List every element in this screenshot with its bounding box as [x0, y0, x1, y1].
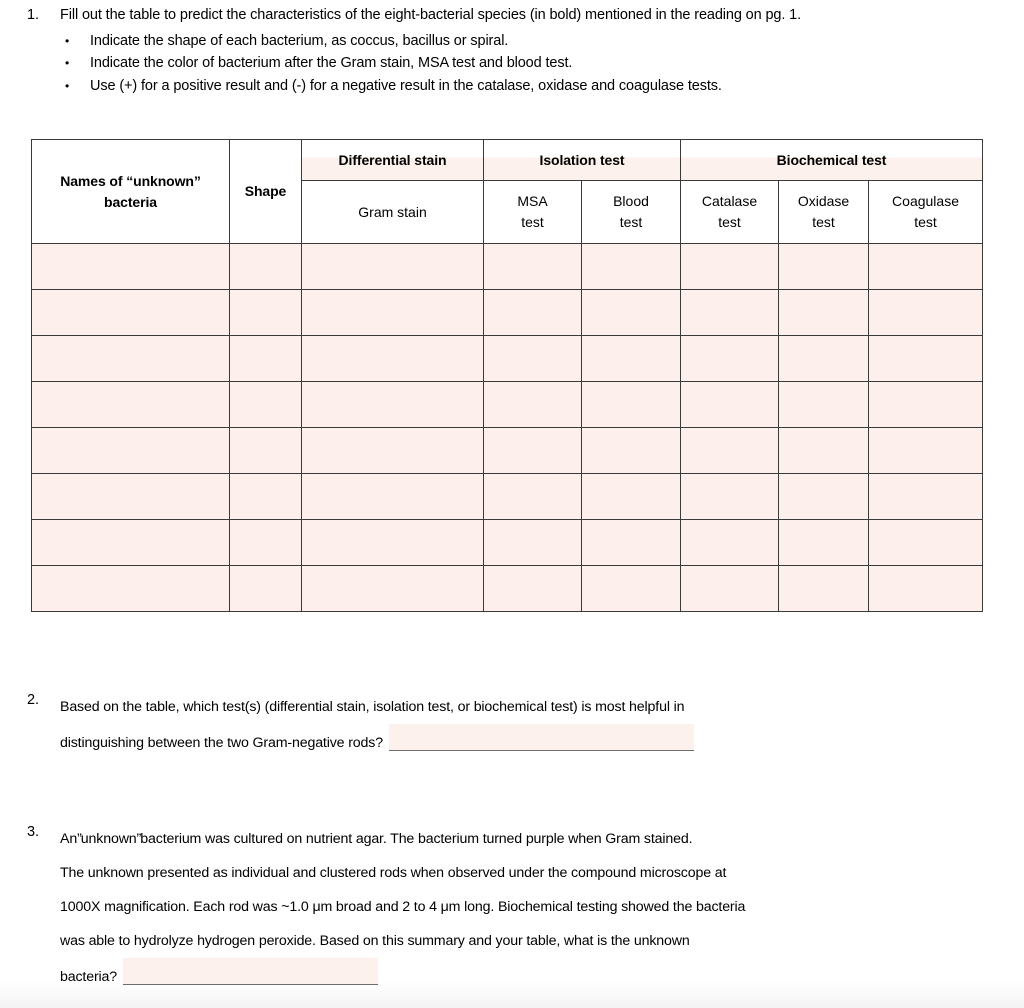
question-3-block	[27, 822, 987, 994]
table-cell-empty[interactable]	[484, 336, 582, 382]
table-cell-empty[interactable]	[779, 520, 869, 566]
table-cell-empty[interactable]	[302, 474, 484, 520]
table-cell-empty[interactable]	[869, 428, 983, 474]
column-header-oxidase-test-line2: test	[812, 214, 835, 230]
column-header-gram-stain	[302, 181, 484, 244]
table-cell-empty[interactable]	[32, 428, 230, 474]
table-cell-empty[interactable]	[582, 428, 681, 474]
table-cell-empty[interactable]	[681, 290, 779, 336]
table-cell-empty[interactable]	[230, 244, 302, 290]
column-header-coagulase-test-line1: Coagulase	[892, 193, 959, 209]
list-item	[60, 75, 987, 98]
table-row	[32, 520, 983, 566]
column-header-blood-test	[582, 181, 681, 244]
bullet-label: Indicate the color of bacterium after the Gram stain, MSA test and blood test.	[90, 55, 573, 71]
column-header-coagulase-test-line2: test	[914, 214, 937, 230]
bullet-icon: •	[65, 56, 70, 70]
table-cell-empty[interactable]	[869, 520, 983, 566]
table-cell-empty[interactable]	[681, 382, 779, 428]
question-3-answer-blank[interactable]	[123, 958, 378, 985]
table-cell-empty[interactable]	[302, 244, 484, 290]
question-1-bullet-list	[27, 30, 987, 98]
table-cell-empty[interactable]	[484, 428, 582, 474]
table-cell-empty[interactable]	[302, 382, 484, 428]
question-3-line-1-c: bacterium was cultured on nutrient agar. The bacterium turned purple when Gram stained.	[140, 831, 693, 847]
question-2-block	[27, 690, 987, 760]
question-3-line-5	[60, 958, 745, 994]
question-3-line-1	[60, 822, 745, 856]
table-header-group-row	[32, 140, 983, 181]
list-item	[60, 52, 987, 75]
question-3-line-2: The unknown presented as individual and clustered rods when observed under the compound microscope at	[60, 865, 727, 881]
column-header-msa-test	[484, 181, 582, 244]
table-cell-empty[interactable]	[302, 520, 484, 566]
table-cell-empty[interactable]	[302, 428, 484, 474]
table-cell-empty[interactable]	[230, 382, 302, 428]
group-header-differential-stain: Differential stain	[302, 140, 484, 181]
table-cell-empty[interactable]	[302, 336, 484, 382]
table-cell-empty[interactable]	[230, 290, 302, 336]
table-cell-empty[interactable]	[582, 290, 681, 336]
table-body	[32, 244, 983, 612]
table-cell-empty[interactable]	[779, 290, 869, 336]
column-header-msa-test-line1: MSA	[517, 193, 548, 209]
bullet-icon: •	[65, 78, 70, 93]
question-1-block	[27, 5, 987, 97]
table-row	[32, 336, 983, 382]
table-cell-empty[interactable]	[582, 474, 681, 520]
table-cell-empty[interactable]	[582, 520, 681, 566]
column-header-blood-test-line1: Blood	[613, 193, 649, 209]
column-header-catalase-test	[681, 181, 779, 244]
table-row	[32, 290, 983, 336]
table-cell-empty[interactable]	[484, 474, 582, 520]
table-cell-empty[interactable]	[230, 474, 302, 520]
question-1-text: Fill out the table to predict the characteristics of the eight-bacterial species (in bold) mentioned in the reading on pg. 1.	[60, 7, 802, 23]
table-row	[32, 428, 983, 474]
bacteria-characteristics-table	[31, 139, 983, 612]
question-2-answer-blank[interactable]	[389, 724, 694, 751]
question-2-row	[27, 690, 987, 760]
table-cell-empty[interactable]	[582, 382, 681, 428]
question-3-line-5-text: bacteria?	[60, 969, 118, 985]
question-3-text	[60, 822, 745, 994]
table-cell-empty[interactable]	[484, 382, 582, 428]
column-header-shape: Shape	[230, 140, 302, 244]
table-cell-empty[interactable]	[869, 336, 983, 382]
group-header-biochemical-test: Biochemical test	[681, 140, 983, 181]
table-cell-empty[interactable]	[484, 244, 582, 290]
column-header-msa-test-line2: test	[521, 214, 544, 230]
table-cell-empty[interactable]	[869, 290, 983, 336]
table-cell-empty[interactable]	[484, 566, 582, 612]
table-row	[32, 474, 983, 520]
column-header-gram-stain-line1: Gram stain	[358, 203, 427, 220]
question-3-line-1-b: unknown	[80, 831, 137, 847]
question-2-line-1: Based on the table, which test(s) (differential stain, isolation test, or biochemical test) is most helpful in	[60, 699, 685, 715]
table-cell-empty[interactable]	[869, 566, 983, 612]
table-cell-empty[interactable]	[484, 290, 582, 336]
table-cell-empty[interactable]	[582, 336, 681, 382]
table-cell-empty[interactable]	[32, 474, 230, 520]
table-cell-empty[interactable]	[869, 382, 983, 428]
table-row	[32, 382, 983, 428]
table-cell-empty[interactable]	[32, 566, 230, 612]
table-cell-empty[interactable]	[230, 566, 302, 612]
table-row	[32, 566, 983, 612]
column-header-blood-test-line2: test	[619, 214, 643, 230]
group-header-isolation-test: Isolation test	[484, 140, 681, 181]
column-header-catalase-test-line1: Catalase	[701, 193, 758, 209]
bullet-label: Use (+) for a positive result and (-) for a negative result in the catalase, oxidase and coagulase tests.	[90, 77, 722, 94]
question-2-number: 2.	[27, 692, 39, 708]
column-header-bacteria-names: Names of “unknown” bacteria	[32, 140, 230, 244]
column-header-catalase-test-line2: test	[718, 214, 741, 230]
table-cell-empty[interactable]	[230, 520, 302, 566]
table-cell-empty[interactable]	[681, 566, 779, 612]
table-cell-empty[interactable]	[779, 336, 869, 382]
table-cell-empty[interactable]	[779, 382, 869, 428]
question-3-line-1-a: An	[60, 831, 78, 847]
quote-close-glyph: ”	[136, 831, 141, 847]
column-header-oxidase-test	[779, 181, 869, 244]
table-cell-empty[interactable]	[779, 428, 869, 474]
question-3-line-4: was able to hydrolyze hydrogen peroxide. Based on this summary and your table, what is the unknown	[60, 933, 690, 949]
table-cell-empty[interactable]	[681, 474, 779, 520]
table-cell-empty[interactable]	[302, 290, 484, 336]
table-cell-empty[interactable]	[484, 520, 582, 566]
question-1-number: 1.	[27, 7, 39, 23]
question-2-line-2-text: distinguishing between the two Gram-negative rods?	[60, 735, 383, 751]
column-header-coagulase-test	[869, 181, 983, 244]
table-cell-empty[interactable]	[230, 336, 302, 382]
table-cell-empty[interactable]	[32, 520, 230, 566]
table-cell-empty[interactable]	[302, 566, 484, 612]
question-2-text	[60, 690, 694, 760]
table-cell-empty[interactable]	[32, 336, 230, 382]
table-cell-empty[interactable]	[230, 428, 302, 474]
bacteria-characteristics-table-wrapper	[31, 139, 982, 612]
table-cell-empty[interactable]	[582, 244, 681, 290]
table-cell-empty[interactable]	[32, 244, 230, 290]
list-item	[60, 30, 987, 53]
table-cell-empty[interactable]	[779, 474, 869, 520]
bullet-icon: •	[65, 33, 70, 48]
table-cell-empty[interactable]	[779, 566, 869, 612]
table-cell-empty[interactable]	[681, 428, 779, 474]
table-cell-empty[interactable]	[32, 382, 230, 428]
table-cell-empty[interactable]	[32, 290, 230, 336]
question-2-line-2	[60, 724, 694, 760]
question-3-line-3: 1000X magnification. Each rod was ~1.0 μm broad and 2 to 4 μm long. Biochemical testing showed the bacteria	[60, 899, 746, 915]
table-row	[32, 244, 983, 290]
table-cell-empty[interactable]	[582, 566, 681, 612]
table-cell-empty[interactable]	[681, 336, 779, 382]
question-3-row	[27, 822, 987, 994]
table-cell-empty[interactable]	[681, 244, 779, 290]
quote-open-glyph: ”	[77, 831, 81, 847]
table-cell-empty[interactable]	[779, 244, 869, 290]
table-cell-empty[interactable]	[869, 244, 983, 290]
bullet-label: Indicate the shape of each bacterium, as coccus, bacillus or spiral.	[90, 32, 509, 49]
question-1-row	[27, 5, 987, 27]
question-3-number: 3.	[27, 824, 39, 840]
table-cell-empty[interactable]	[869, 474, 983, 520]
column-header-oxidase-test-line1: Oxidase	[797, 193, 850, 209]
table-cell-empty[interactable]	[681, 520, 779, 566]
